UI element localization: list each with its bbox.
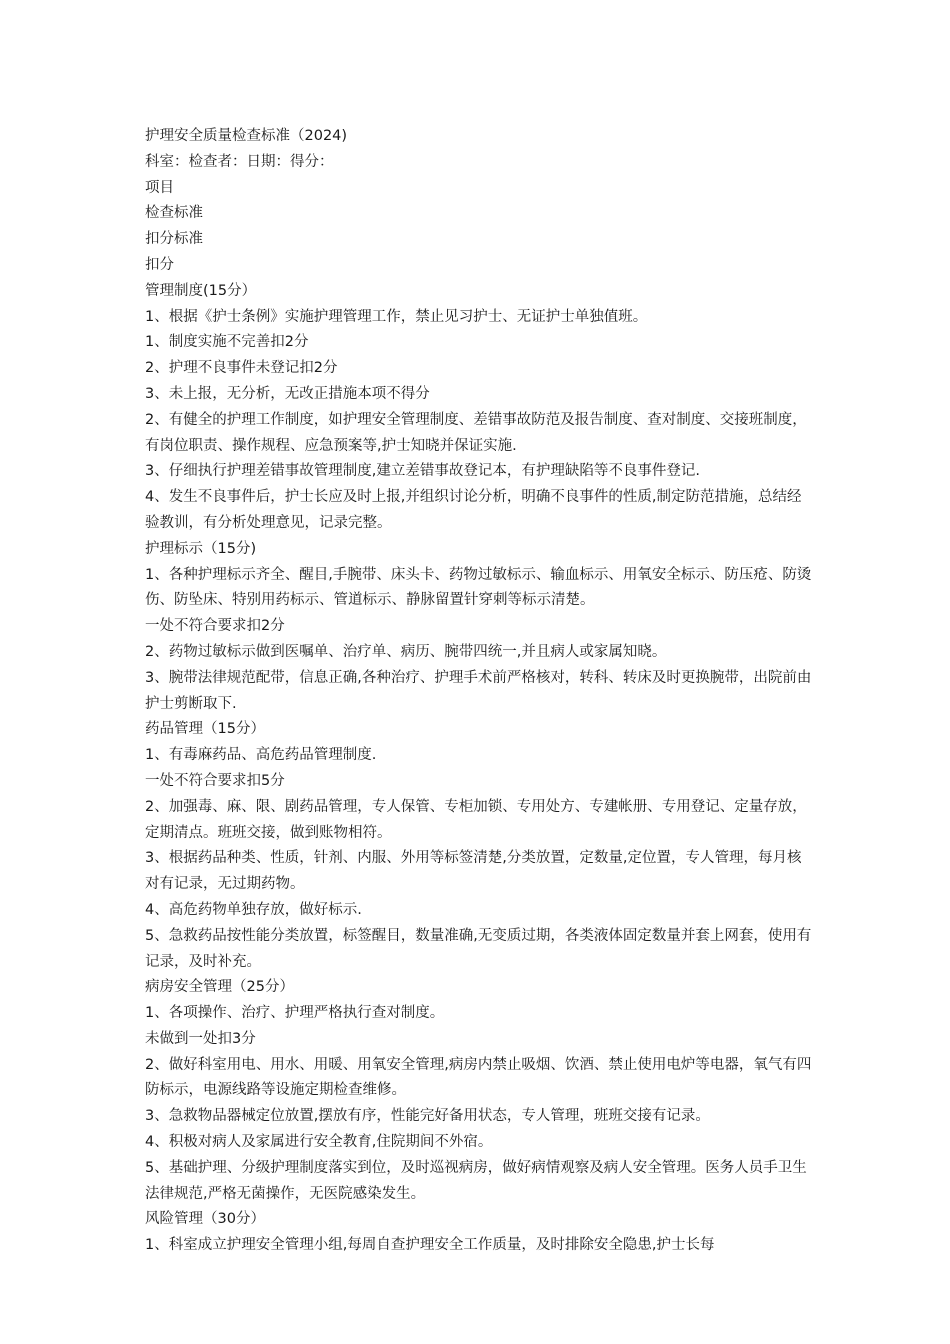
paragraph: 1、各种护理标示齐全、醒目,手腕带、床头卡、药物过敏标示、输血标示、用氧安全标示、防压疮、防烫伤、防坠床、特别用药标示、管道标示、静脉留置针穿刺等标示清楚。 bbox=[145, 566, 812, 609]
paragraph: 3、急救物品器械定位放置,摆放有序，性能完好备用状态，专人管理，班班交接有记录。 bbox=[145, 1108, 710, 1125]
column-header-item: 项目 bbox=[145, 179, 174, 196]
paragraph: 5、急救药品按性能分类放置，标签醒目，数量准确,无变质过期，各类液体固定数量并套上网套，使用有记录，及时补充。 bbox=[145, 927, 812, 970]
header-fields-line: 科室：检查者：日期：得分： bbox=[145, 153, 334, 170]
paragraph: 2、做好科室用电、用水、用暖、用氧安全管理,病房内禁止吸烟、饮酒、禁止使用电炉等电器，氧气有四防标示，电源线路等设施定期检查维修。 bbox=[145, 1056, 812, 1099]
paragraph: 4、积极对病人及家属进行安全教育,住院期间不外宿。 bbox=[145, 1134, 493, 1151]
column-header-standard: 检查标准 bbox=[145, 205, 203, 222]
deduction-rule: 一处不符合要求扣5分 bbox=[145, 772, 285, 789]
paragraph: 2、有健全的护理工作制度，如护理安全管理制度、差错事故防范及报告制度、查对制度、交接班制度，有岗位职责、操作规程、应急预案等,护士知晓并保证实施. bbox=[145, 411, 807, 454]
deduction-rule: 1、制度实施不完善扣2分 bbox=[145, 334, 309, 351]
paragraph: 1、有毒麻药品、高危药品管理制度. bbox=[145, 747, 377, 764]
deduction-rule: 未做到一处扣3分 bbox=[145, 1030, 256, 1047]
document-body bbox=[145, 124, 815, 1259]
section-heading-risk-management: 风险管理（30分） bbox=[145, 1211, 265, 1228]
section-heading-ward-safety: 病房安全管理（25分） bbox=[145, 979, 294, 996]
column-header-deduction-standard: 扣分标准 bbox=[145, 231, 203, 248]
column-header-deduction: 扣分 bbox=[145, 256, 174, 273]
section-heading-nursing-signs: 护理标示（15分) bbox=[145, 540, 257, 557]
paragraph: 3、仔细执行护理差错事故管理制度,建立差错事故登记本，有护理缺陷等不良事件登记. bbox=[145, 463, 700, 480]
paragraph: 4、发生不良事件后，护士长应及时上报,并组织讨论分析，明确不良事件的性质,制定防范措施，总结经验教训，有分析处理意见，记录完整。 bbox=[145, 489, 802, 531]
document-title: 护理安全质量检查标准（2024) bbox=[145, 128, 348, 144]
deduction-rule: 2、护理不良事件未登记扣2分 bbox=[145, 360, 338, 377]
paragraph: 2、药物过敏标示做到医嘱单、治疗单、病历、腕带四统一,并且病人或家属知晓。 bbox=[145, 643, 667, 660]
section-heading-drug-management: 药品管理（15分） bbox=[145, 721, 265, 738]
paragraph: 1、科室成立护理安全管理小组,每周自查护理安全工作质量，及时排除安全隐患,护士长每 bbox=[145, 1237, 715, 1254]
paragraph: 3、根据药品种类、性质，针剂、内服、外用等标签清楚,分类放置，定数量,定位置，专人管理，每月核对有记录，无过期药物。 bbox=[145, 850, 802, 893]
deduction-rule: 3、未上报，无分析，无改正措施本项不得分 bbox=[145, 385, 430, 402]
paragraph: 3、腕带法律规范配带，信息正确,各种治疗、护理手术前严格核对，转科、转床及时更换腕带，出院前由护士剪断取下. bbox=[145, 669, 812, 712]
paragraph: 4、高危药物单独存放，做好标示. bbox=[145, 901, 362, 918]
paragraph: 5、基础护理、分级护理制度落实到位，及时巡视病房，做好病情观察及病人安全管理。医务人员手卫生法律规范,严格无菌操作，无医院感染发生。 bbox=[145, 1159, 807, 1202]
paragraph: 1、各项操作、治疗、护理严格执行查对制度。 bbox=[145, 1005, 445, 1022]
paragraph: 2、加强毒、麻、限、剧药品管理，专人保管、专柜加锁、专用处方、专建帐册、专用登记、定量存放，定期清点。班班交接，做到账物相符。 bbox=[145, 798, 807, 841]
section-heading-management-system: 管理制度(15分） bbox=[145, 282, 257, 299]
deduction-rule: 一处不符合要求扣2分 bbox=[145, 618, 285, 635]
paragraph: 1、根据《护士条例》实施护理管理工作，禁止见习护士、无证护士单独值班。 bbox=[145, 308, 648, 325]
